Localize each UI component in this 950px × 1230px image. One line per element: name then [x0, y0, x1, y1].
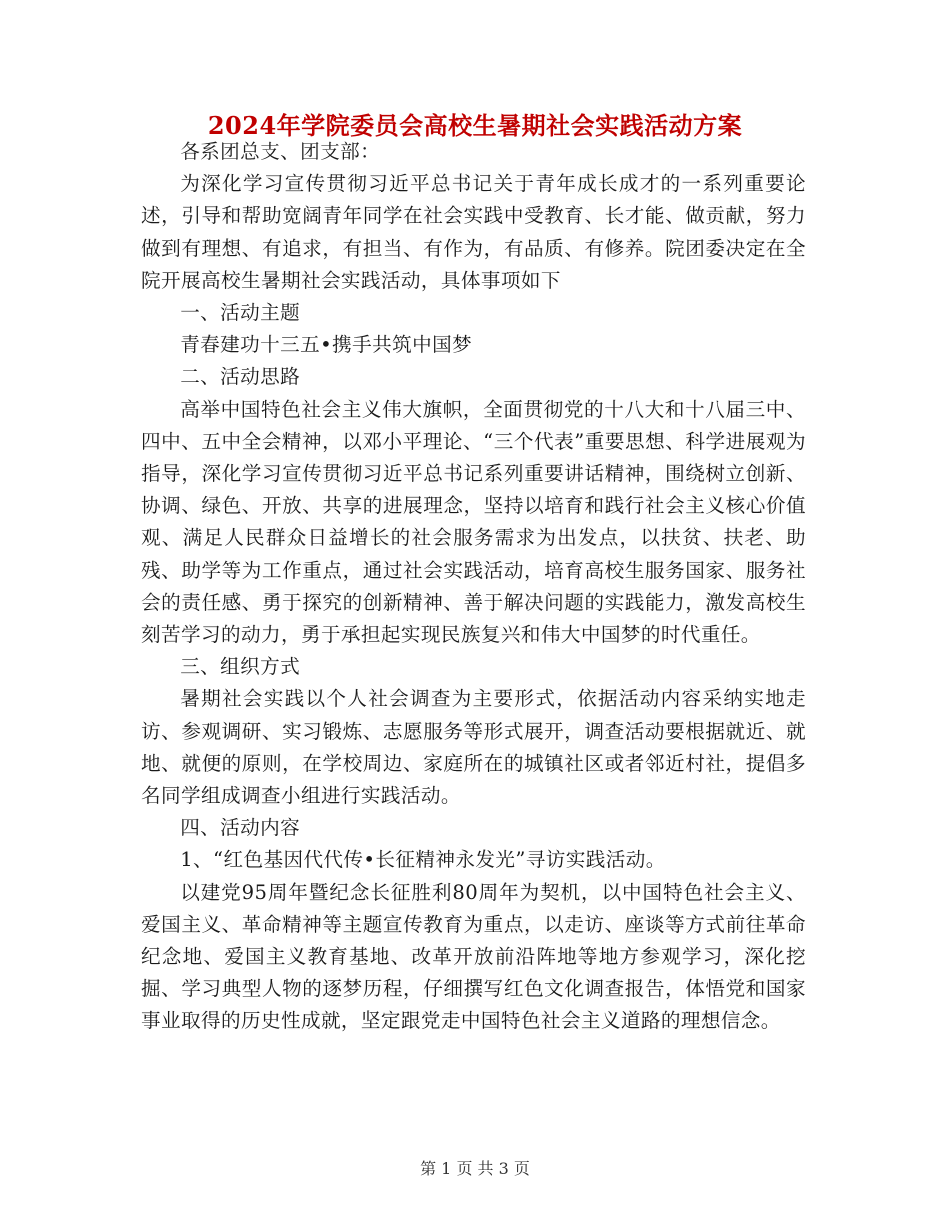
approach-paragraph: 高举中国特色社会主义伟大旗帜，全面贯彻党的十八大和十八届三中、四中、五中全会精神，以邓小平理论、“三个代表”重要思想、科学进展观为指导，深化学习宣传贯彻习近平总书记系列重要讲话精神，围绕树立创新、协调、绿色、开放、共享的进展理念，坚持以培育和践行社会主义核心价值观、满足人民群众日益增长的社会服务需求为出发点，以扶贫、扶老、助残、助学等为工作重点，通过社会实践活动，培育高校生服务国家、服务社会的责任感、勇于探究的创新精神、善于解决问题的实践能力，激发高校生刻苦学习的动力，勇于承担起实现民族复兴和伟大中国梦的时代重任。: [141, 397, 806, 647]
page-footer: 第 1 页 共 3 页: [420, 1159, 530, 1178]
section-heading-approach: 二、活动思路: [180, 365, 301, 389]
theme-text: 青春建功十三五•携手共筑中国梦: [180, 333, 473, 357]
intro-paragraph: 为深化学习宣传贯彻习近平总书记关于青年成长成才的一系列重要论述，引导和帮助宽阔青年同学在社会实践中受教育、长才能、做贡献，努力做到有理想、有追求，有担当、有作为，有品质、有修养。院团委决定在全院开展高校生暑期社会实践活动，具体事项如下: [141, 172, 806, 292]
section-heading-content: 四、活动内容: [180, 816, 301, 840]
document-body: [141, 136, 806, 1038]
document-title: 2024年学院委员会高校生暑期社会实践活动方案: [207, 111, 743, 140]
organization-paragraph: 暑期社会实践以个人社会调查为主要形式，依据活动内容采纳实地走访、参观调研、实习锻炼、志愿服务等形式展开，调查活动要根据就近、就地、就便的原则，在学校周边、家庭所在的城镇社区或者邻近村社，提倡多名同学组成调查小组进行实践活动。: [141, 687, 806, 808]
section-heading-theme: 一、活动主题: [180, 301, 301, 325]
section-heading-organization: 三、组织方式: [180, 655, 301, 679]
content-item-paragraph: 以建党95周年暨纪念长征胜利80周年为契机，以中国特色社会主义、爱国主义、革命精神等主题宣传教育为重点，以走访、座谈等方式前往革命纪念地、爱国主义教育基地、改革开放前沿阵地等地方参观学习，深化挖掘、学习典型人物的逐梦历程，仔细撰写红色文化调查报告，体悟党和国家事业取得的历史性成就，坚定跟党走中国特色社会主义道路的理想信念。: [141, 880, 806, 1033]
salutation: 各系团总支、团支部：: [180, 140, 381, 163]
content-item-heading: 1、“红色基因代代传•长征精神永发光”寻访实践活动。: [180, 848, 666, 872]
